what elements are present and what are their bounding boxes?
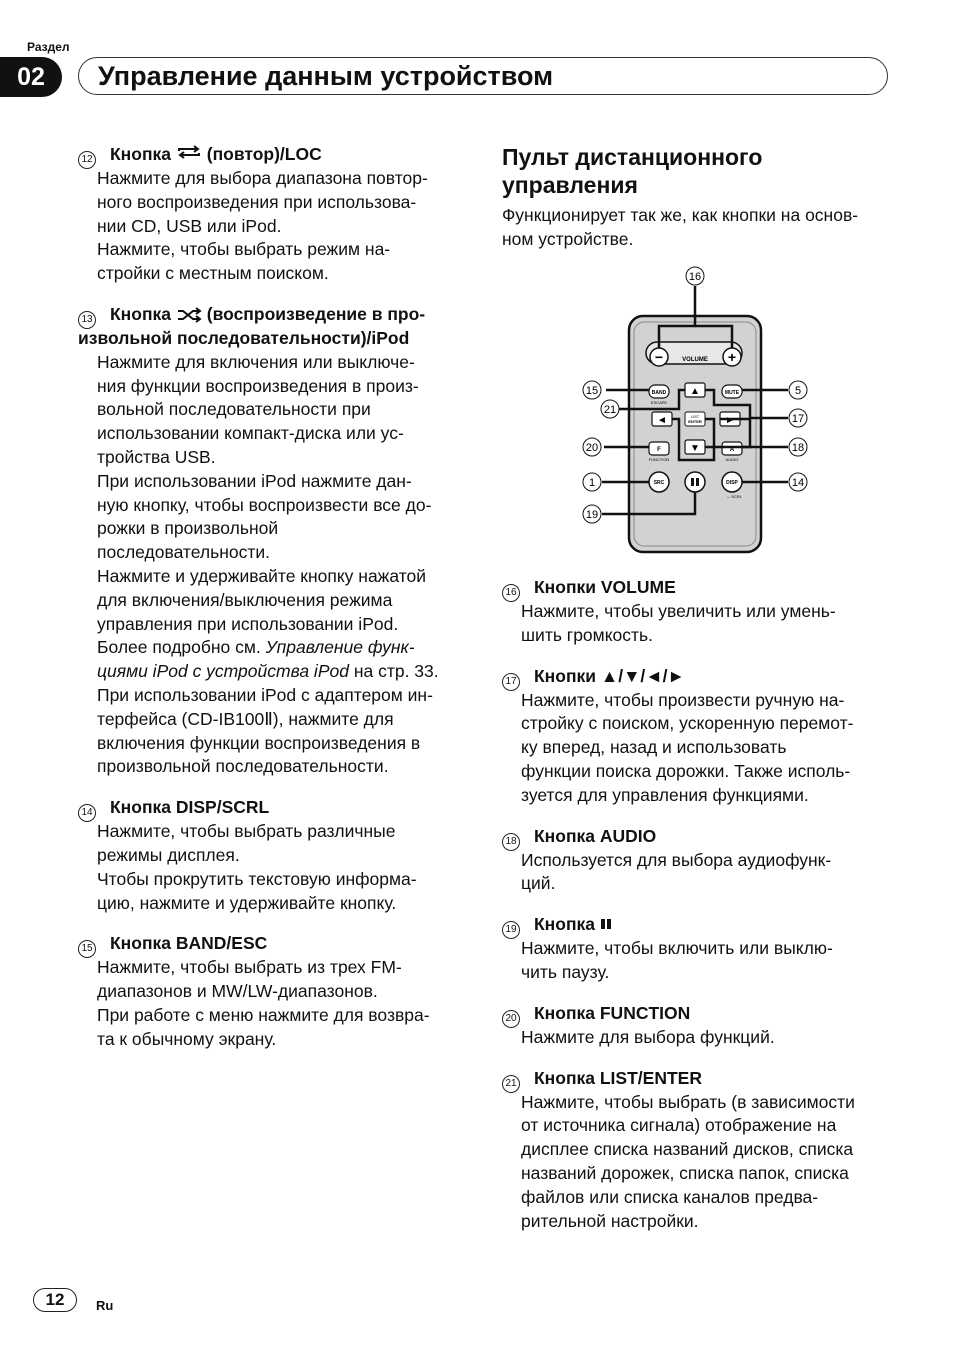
item-number: 17	[502, 673, 520, 691]
item-15	[78, 932, 468, 1051]
item-body	[78, 351, 468, 779]
section-label: Раздел	[27, 40, 70, 54]
item-13	[78, 303, 468, 779]
callout-number: 16	[688, 271, 702, 283]
heading-text: Кнопка	[110, 303, 172, 324]
src-label: SRC	[653, 480, 665, 486]
list-label: LIST	[690, 414, 700, 419]
down-arrow-icon: ▼	[690, 443, 700, 454]
text-line: включения функции воспроизведения в	[97, 732, 421, 753]
text-line: рожки в произвольной	[97, 518, 279, 539]
text-line: Нажмите, чтобы произвести ручную на-	[521, 689, 845, 710]
callout-number: 18	[791, 442, 805, 454]
text-line: ном устройстве.	[502, 228, 634, 249]
text-line: рительной настройки.	[521, 1210, 699, 1231]
item-body	[502, 1026, 892, 1050]
item-heading	[78, 796, 468, 820]
cross-reference[interactable]: циями iPod с устройства iPod	[97, 661, 349, 682]
item-heading	[78, 303, 468, 351]
item-heading	[78, 932, 468, 956]
enter-label: ENTER	[688, 419, 702, 424]
item-18	[502, 825, 892, 897]
text-line: управления при использовании iPod.	[97, 613, 399, 634]
item-body	[502, 1091, 892, 1234]
chapter-number-badge: 02	[0, 57, 62, 97]
item-14	[78, 796, 468, 915]
scrl-label: ↔ SCRL	[726, 494, 742, 499]
heading-text: Кнопка AUDIO	[534, 825, 657, 846]
item-12	[78, 143, 468, 286]
band-label: BAND	[651, 390, 667, 396]
item-20	[502, 1002, 892, 1050]
text-line: произвольной последовательности.	[97, 756, 389, 777]
item-number: 15	[78, 940, 96, 958]
text-line: При использовании iPod с адаптером ин-	[97, 684, 433, 705]
item-heading	[502, 1002, 892, 1026]
text-line: цию, нажмите и удерживайте кнопку.	[97, 892, 397, 913]
item-heading	[502, 825, 892, 849]
text-line: использовании компакт-диска или ус-	[97, 423, 404, 444]
heading-text: Кнопки ▲/▼/◄/►	[534, 665, 685, 686]
text-line: Нажмите, чтобы включить или выклю-	[521, 938, 833, 959]
item-number: 16	[502, 584, 520, 602]
text-line: чить паузу.	[521, 961, 610, 982]
title-line: Пульт дистанционного	[502, 144, 763, 170]
pause-icon	[696, 478, 699, 486]
text-line: стройку с поиском, ускоренную перемот-	[521, 713, 854, 734]
item-number: 18	[502, 833, 520, 851]
text-line: Нажмите для выбора диапазона повтор-	[97, 168, 428, 188]
callout-number: 5	[794, 385, 802, 397]
language-code: Ru	[96, 1298, 114, 1313]
item-body	[502, 937, 892, 985]
text-line: Чтобы прокрутить текстовую информа-	[97, 868, 417, 889]
volume-label: VOLUME	[682, 357, 708, 363]
item-16	[502, 576, 892, 648]
text-line	[97, 660, 468, 684]
heading-text-tail: (воспроизведение в про-	[206, 303, 426, 324]
right-column	[502, 576, 892, 1250]
text-line: ного воспроизведения при использова-	[97, 191, 417, 212]
callout-number: 14	[791, 477, 805, 489]
text-line: дисплее списка названий дисков, списка	[521, 1139, 854, 1160]
plus-icon: +	[727, 349, 737, 365]
text-line: для включения/выключения режима	[97, 589, 393, 610]
text-line: Нажмите, чтобы выбрать (в зависимости	[521, 1091, 855, 1112]
text-line: вольной последовательности при	[97, 399, 371, 420]
item-number: 19	[502, 921, 520, 939]
right-arrow-icon: ►	[725, 415, 735, 426]
callout-number: 19	[585, 509, 599, 521]
item-heading	[502, 665, 892, 689]
a-label: A	[729, 447, 735, 453]
pause-icon	[600, 918, 612, 930]
text-line: функции поиска дорожки. Также исполь-	[521, 760, 851, 781]
item-body	[502, 689, 892, 808]
pause-icon	[691, 478, 694, 486]
remote-section-description	[502, 204, 902, 252]
item-19	[502, 913, 892, 985]
heading-text: Кнопки VOLUME	[534, 577, 676, 597]
cross-reference[interactable]: Управление функ-	[265, 637, 415, 658]
heading-text-line2: извольной последовательности)/iPod	[78, 327, 410, 348]
text-line: Нажмите для выбора функций.	[521, 1026, 775, 1047]
item-body	[502, 849, 892, 897]
function-label: FUNCTION	[648, 457, 670, 462]
text-line: Нажмите и удерживайте кнопку нажатой	[97, 565, 427, 586]
escape-label: ESCAPE	[650, 400, 668, 405]
item-heading	[502, 1067, 892, 1091]
text-line: Нажмите, чтобы выбрать различные	[97, 821, 396, 842]
text-line: нии CD, USB или iPod.	[97, 215, 282, 236]
item-heading	[78, 143, 468, 167]
item-body	[78, 820, 468, 915]
text-line: файлов или списка каналов предва-	[521, 1186, 819, 1207]
minus-icon: −	[654, 349, 664, 365]
text-line: терфейса (CD-IB100Ⅱ), нажмите для	[97, 708, 394, 729]
text-line: та к обычному экрану.	[97, 1028, 277, 1049]
item-number: 20	[502, 1010, 520, 1028]
left-arrow-icon: ◄	[657, 415, 667, 426]
shuffle-icon	[176, 307, 202, 323]
left-column	[78, 143, 468, 1069]
text-line: ную кнопку, чтобы воспроизвести все до-	[97, 494, 432, 515]
text-line: Нажмите для включения или выключе-	[97, 351, 415, 372]
text-line: ций.	[521, 873, 556, 894]
text-line: Нажмите, чтобы выбрать режим на-	[97, 239, 391, 260]
text-line: При работе с меню нажмите для возвра-	[97, 1004, 430, 1025]
callout-number: 21	[603, 404, 617, 416]
repeat-icon	[176, 144, 202, 160]
item-number: 13	[78, 311, 96, 329]
text-line: стройки с местным поиском.	[97, 263, 329, 284]
heading-text: Кнопка	[534, 914, 596, 935]
text-line: названий дорожек, списка папок, списка	[521, 1162, 849, 1183]
heading-text: Кнопка	[110, 144, 172, 164]
item-heading	[502, 913, 892, 937]
text-line: последовательности.	[97, 542, 271, 563]
f-label: F	[657, 447, 661, 453]
callout-number: 15	[585, 385, 599, 397]
text-line: Используется для выбора аудиофунк-	[521, 849, 832, 870]
heading-text: Кнопка FUNCTION	[534, 1002, 691, 1023]
remote-section-title	[502, 143, 902, 199]
audio-label: AUDIO	[725, 457, 739, 462]
item-body	[78, 167, 468, 286]
heading-text: Кнопка LIST/ENTER	[534, 1067, 702, 1088]
item-21	[502, 1067, 892, 1234]
item-number: 21	[502, 1075, 520, 1093]
item-17	[502, 665, 892, 808]
remote-control-diagram	[574, 262, 814, 562]
text-fragment: Более подробно см.	[97, 637, 266, 658]
item-heading	[502, 576, 892, 600]
text-line: от источника сигнала) отображение на	[521, 1115, 837, 1136]
text-line	[97, 636, 468, 660]
mute-label: MUTE	[724, 390, 740, 396]
disp-label: DISP	[726, 480, 738, 486]
text-line: шить громкость.	[521, 624, 654, 645]
title-line: управления	[502, 172, 638, 198]
text-line: Функционирует так же, как кнопки на основ-	[502, 205, 859, 225]
page-number: 12	[33, 1288, 77, 1312]
callout-number: 20	[585, 442, 599, 454]
text-line: Нажмите, чтобы увеличить или умень-	[521, 601, 836, 621]
text-line: ку вперед, назад и использовать	[521, 737, 787, 758]
item-number: 12	[78, 151, 96, 169]
text-line: диапазонов и MW/LW-диапазонов.	[97, 981, 378, 1002]
text-line: ния функции воспроизведения в произ-	[97, 375, 419, 396]
text-line: Нажмите, чтобы выбрать из трех FM-	[97, 957, 402, 978]
up-arrow-icon: ▲	[690, 386, 700, 397]
text-line: режимы дисплея.	[97, 844, 240, 865]
heading-text-tail: (повтор)/LOC	[206, 144, 322, 164]
text-line: При использовании iPod нажмите дан-	[97, 470, 412, 491]
item-body	[78, 956, 468, 1051]
text-line: зуется для управления функциями.	[521, 784, 809, 805]
callout-number: 17	[791, 413, 805, 425]
item-number: 14	[78, 804, 96, 822]
callout-number: 1	[588, 477, 596, 489]
item-body	[502, 600, 892, 648]
chapter-title: Управление данным устройством	[98, 61, 554, 91]
heading-text: Кнопка DISP/SCRL	[110, 797, 270, 818]
text-line: тройства USB.	[97, 446, 216, 467]
heading-text: Кнопка BAND/ESC	[110, 933, 268, 954]
pause-button[interactable]	[685, 472, 705, 492]
text-fragment: на стр. 33.	[348, 661, 439, 682]
